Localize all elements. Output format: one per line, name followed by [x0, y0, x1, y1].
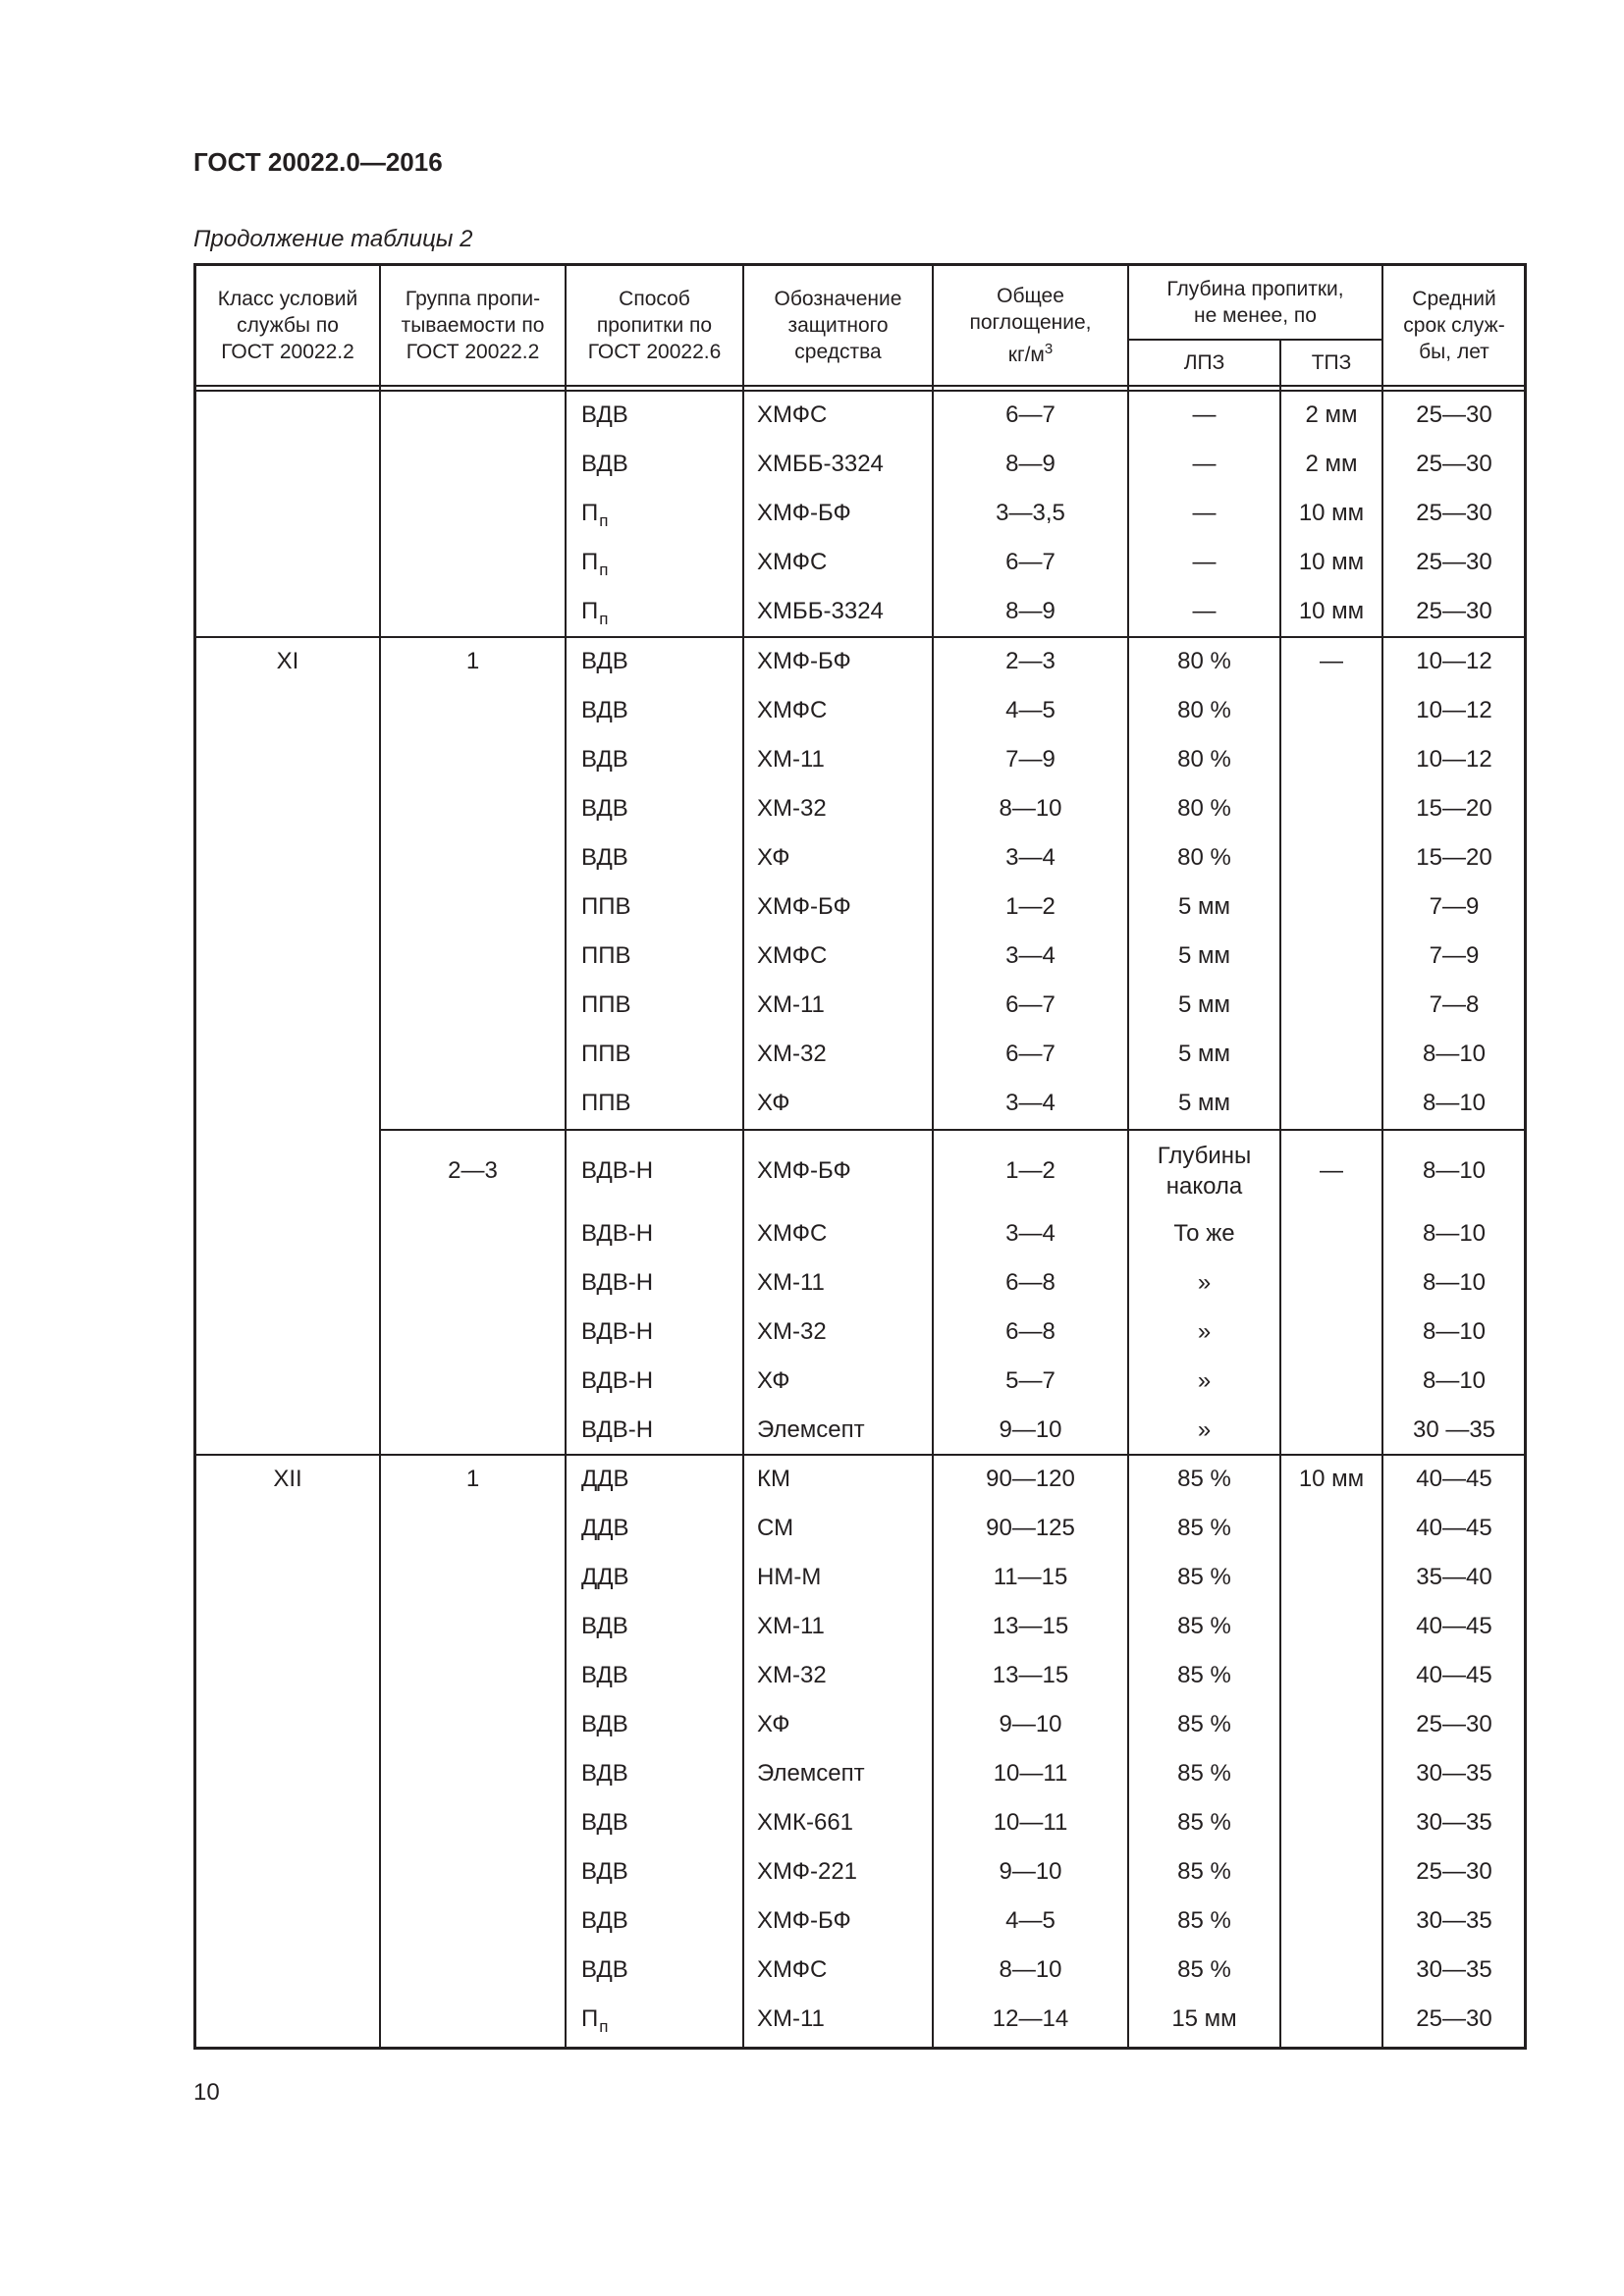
- header-service-life: Средний срок служ- бы, лет: [1403, 287, 1505, 363]
- lpz-cell: 85 %: [1177, 1809, 1231, 1836]
- service-life-cell: 8—10: [1422, 1041, 1487, 1067]
- service-life-cell: 8—10: [1422, 1157, 1487, 1184]
- header-depth: Глубина пропитки, не менее, по: [1166, 278, 1344, 327]
- service-life-cell: 30—35: [1416, 1760, 1492, 1787]
- service-class-cell: XII: [273, 1466, 302, 1492]
- absorption-cell: 8—10: [999, 795, 1062, 822]
- agent-cell: ХМФ-БФ: [757, 1157, 851, 1184]
- lpz-cell: 85 %: [1177, 1564, 1231, 1590]
- absorption-cell: 2—3: [1005, 648, 1056, 674]
- service-life-cell: 10—12: [1416, 697, 1492, 723]
- impregnability-group-cell: 1: [465, 648, 480, 674]
- method-cell: ДДВ: [581, 1466, 629, 1492]
- lpz-cell: 5 мм: [1177, 991, 1230, 1018]
- method-cell: ВДВ: [581, 1662, 628, 1688]
- agent-cell: ХМФ-221: [757, 1858, 858, 1885]
- agent-cell: ХМФС: [757, 401, 828, 428]
- agent-cell: ХМФС: [757, 697, 828, 723]
- method-cell: ППВ: [581, 1041, 631, 1067]
- lpz-cell: 85 %: [1177, 1515, 1231, 1541]
- method-subscript: п: [599, 610, 609, 628]
- page-number: 10: [193, 2079, 220, 2106]
- agent-cell: ХФ: [757, 844, 790, 871]
- service-life-cell: 7—9: [1429, 942, 1480, 969]
- method-cell: ВДВ: [581, 1711, 628, 1737]
- lpz-cell: 80 %: [1177, 697, 1231, 723]
- method-cell: ППВ: [581, 991, 631, 1018]
- absorption-cell: 4—5: [1005, 1907, 1056, 1934]
- service-life-cell: 40—45: [1416, 1662, 1492, 1688]
- column-divider: [565, 265, 567, 2048]
- header-service-class: Класс условий службы по ГОСТ 20022.2: [217, 287, 358, 363]
- lpz-cell: 85 %: [1177, 1956, 1231, 1983]
- service-life-cell: 8—10: [1422, 1269, 1487, 1296]
- absorption-cell: 90—125: [986, 1515, 1075, 1541]
- absorption-cell: 3—4: [1005, 1220, 1056, 1247]
- absorption-cell: 10—11: [993, 1809, 1068, 1836]
- method-cell: ВДВ: [581, 1809, 628, 1836]
- document-title: ГОСТ 20022.0—2016: [193, 147, 443, 177]
- service-life-cell: 35—40: [1416, 1564, 1492, 1590]
- method-cell: ВДВ-Н: [581, 1269, 654, 1296]
- absorption-cell: 3—3,5: [996, 500, 1065, 526]
- method-cell: [581, 489, 738, 538]
- method-cell: ППВ: [581, 1090, 631, 1116]
- agent-cell: ХФ: [757, 1711, 790, 1737]
- method-cell: ВДВ-Н: [581, 1220, 654, 1247]
- absorption-cell: 11—15: [993, 1564, 1068, 1590]
- agent-cell: КМ: [757, 1466, 790, 1492]
- header-separator: [195, 385, 1525, 387]
- service-life-cell: 25—30: [1416, 451, 1492, 477]
- tpz-cell: 10 мм: [1298, 1466, 1365, 1492]
- agent-cell: ХМ-11: [757, 991, 825, 1018]
- agent-cell: ХМФС: [757, 942, 828, 969]
- agent-cell: ХМФ-БФ: [757, 893, 851, 920]
- agent-cell: ХМ-11: [757, 1269, 825, 1296]
- lpz-cell: —: [1192, 598, 1217, 624]
- absorption-cell: 8—10: [999, 1956, 1062, 1983]
- service-life-cell: 40—45: [1416, 1515, 1492, 1541]
- absorption-cell: 9—10: [999, 1858, 1062, 1885]
- method-cell: ВДВ: [581, 1858, 628, 1885]
- agent-cell: ХМФ-БФ: [757, 500, 851, 526]
- tpz-cell: —: [1320, 1157, 1343, 1184]
- absorption-cell: 6—7: [1005, 991, 1056, 1018]
- absorption-cell: 13—15: [992, 1662, 1069, 1688]
- method-subscript: п: [599, 511, 609, 530]
- table-caption: Продолжение таблицы 2: [193, 226, 473, 252]
- tpz-cell: 10 мм: [1298, 500, 1365, 526]
- lpz-cell: 80 %: [1177, 844, 1231, 871]
- service-life-cell: 8—10: [1422, 1220, 1487, 1247]
- header-method: Способ пропитки по ГОСТ 20022.6: [587, 287, 722, 363]
- header-depth-tpz: ТПЗ: [1311, 351, 1352, 374]
- absorption-cell: 6—7: [1005, 401, 1056, 428]
- method-cell: ВДВ: [581, 451, 628, 477]
- header-impregnability-group: Группа пропи- тываемости по ГОСТ 20022.2: [401, 287, 545, 363]
- service-life-cell: 15—20: [1416, 844, 1492, 871]
- lpz-cell: —: [1192, 500, 1217, 526]
- agent-cell: ХМ-32: [757, 1318, 827, 1345]
- service-life-cell: 8—10: [1422, 1090, 1487, 1116]
- lpz-cell: 5 мм: [1177, 942, 1230, 969]
- lpz-cell: 80 %: [1177, 648, 1231, 674]
- service-life-cell: 10—12: [1416, 746, 1492, 773]
- method-cell: ВДВ: [581, 795, 628, 822]
- superscript: 3: [1044, 340, 1054, 357]
- tpz-cell: 2 мм: [1305, 401, 1358, 428]
- absorption-cell: 13—15: [992, 1613, 1069, 1639]
- method-cell: ППВ: [581, 942, 631, 969]
- lpz-cell: 85 %: [1177, 1907, 1231, 1934]
- group-divider: [380, 1129, 1525, 1131]
- absorption-cell: 9—10: [999, 1711, 1062, 1737]
- service-life-cell: 7—8: [1429, 991, 1480, 1018]
- lpz-cell: —: [1192, 549, 1217, 575]
- agent-cell: ХМ-32: [757, 1041, 827, 1067]
- service-life-cell: 8—10: [1422, 1318, 1487, 1345]
- method-symbol: П: [581, 2005, 599, 2032]
- lpz-cell: 15 мм: [1171, 2005, 1237, 2032]
- method-cell: ВДВ: [581, 1907, 628, 1934]
- absorption-cell: 6—7: [1005, 549, 1056, 575]
- service-life-cell: 25—30: [1416, 401, 1492, 428]
- absorption-cell: 8—9: [1005, 598, 1056, 624]
- absorption-cell: 12—14: [992, 2005, 1069, 2032]
- method-cell: ППВ: [581, 893, 631, 920]
- method-cell: ВДВ: [581, 1613, 628, 1639]
- lpz-cell: То же: [1173, 1220, 1235, 1247]
- lpz-cell: —: [1192, 451, 1217, 477]
- absorption-cell: 5—7: [1005, 1367, 1056, 1394]
- lpz-cell: »: [1197, 1416, 1212, 1443]
- agent-cell: ХМФ-БФ: [757, 648, 851, 674]
- absorption-cell: 7—9: [1005, 746, 1056, 773]
- lpz-cell: Глубины накола: [1157, 1143, 1252, 1200]
- method-cell: ВДВ-Н: [581, 1157, 654, 1184]
- service-life-cell: 7—9: [1429, 893, 1480, 920]
- lpz-cell: »: [1197, 1367, 1212, 1394]
- service-life-cell: 30—35: [1416, 1956, 1492, 1983]
- agent-cell: НМ-М: [757, 1564, 822, 1590]
- agent-cell: ХМ-11: [757, 2005, 825, 2032]
- impregnability-group-cell: 1: [465, 1466, 480, 1492]
- impregnability-group-cell: 2—3: [448, 1157, 498, 1184]
- service-life-cell: 25—30: [1416, 500, 1492, 526]
- agent-cell: ХМФС: [757, 1956, 828, 1983]
- method-subscript: п: [599, 561, 609, 579]
- service-life-cell: 40—45: [1416, 1613, 1492, 1639]
- tpz-cell: 10 мм: [1298, 549, 1365, 575]
- agent-cell: Элемсепт: [757, 1416, 865, 1443]
- absorption-cell: 6—8: [1005, 1318, 1056, 1345]
- absorption-cell: 10—11: [993, 1760, 1068, 1787]
- agent-cell: Элемсепт: [757, 1760, 865, 1787]
- method-cell: ВДВ: [581, 697, 628, 723]
- absorption-cell: 6—7: [1005, 1041, 1056, 1067]
- method-cell: ВДВ-Н: [581, 1367, 654, 1394]
- method-cell: [581, 1995, 738, 2044]
- absorption-cell: 1—2: [1005, 893, 1056, 920]
- absorption-cell: 1—2: [1005, 1157, 1056, 1184]
- lpz-cell: 5 мм: [1177, 893, 1230, 920]
- absorption-cell: 3—4: [1005, 844, 1056, 871]
- service-life-cell: 10—12: [1416, 648, 1492, 674]
- lpz-cell: 85 %: [1177, 1711, 1231, 1737]
- service-life-cell: 25—30: [1416, 2005, 1492, 2032]
- lpz-cell: 5 мм: [1177, 1090, 1230, 1116]
- lpz-cell: »: [1197, 1269, 1212, 1296]
- method-symbol: П: [581, 598, 599, 624]
- agent-cell: ХМФ-БФ: [757, 1907, 851, 1934]
- header-absorption: Общее поглощение, $кг/м^3$: [969, 284, 1092, 366]
- column-divider: [742, 265, 744, 2048]
- service-life-cell: 40—45: [1416, 1466, 1492, 1492]
- lpz-cell: 5 мм: [1177, 1041, 1230, 1067]
- service-life-cell: 25—30: [1416, 549, 1492, 575]
- agent-cell: ХМББ-3324: [757, 598, 884, 624]
- service-life-cell: 8—10: [1422, 1367, 1487, 1394]
- agent-cell: ХМК-661: [757, 1809, 854, 1836]
- method-cell: [581, 587, 738, 636]
- tpz-cell: 2 мм: [1305, 451, 1358, 477]
- lpz-cell: 85 %: [1177, 1613, 1231, 1639]
- agent-cell: ХМФС: [757, 1220, 828, 1247]
- method-cell: ВДВ-Н: [581, 1416, 654, 1443]
- absorption-cell: 3—4: [1005, 942, 1056, 969]
- service-life-cell: 30 —35: [1412, 1416, 1496, 1443]
- method-cell: ВДВ: [581, 1760, 628, 1787]
- lpz-cell: 80 %: [1177, 746, 1231, 773]
- method-cell: ВДВ: [581, 648, 628, 674]
- method-cell: ВДВ: [581, 401, 628, 428]
- method-cell: ВДВ: [581, 746, 628, 773]
- service-life-cell: 25—30: [1416, 1858, 1492, 1885]
- lpz-cell: 85 %: [1177, 1466, 1231, 1492]
- lpz-cell: »: [1197, 1318, 1212, 1345]
- service-life-cell: 30—35: [1416, 1809, 1492, 1836]
- header-agent: Обозначение защитного средства: [774, 287, 902, 363]
- agent-cell: СМ: [757, 1515, 794, 1541]
- tpz-cell: —: [1320, 648, 1343, 674]
- agent-cell: ХФ: [757, 1367, 790, 1394]
- agent-cell: ХМ-11: [757, 1613, 825, 1639]
- service-life-cell: 15—20: [1416, 795, 1492, 822]
- lpz-cell: 80 %: [1177, 795, 1231, 822]
- lpz-cell: 85 %: [1177, 1760, 1231, 1787]
- method-symbol: П: [581, 549, 599, 575]
- agent-cell: ХМ-11: [757, 746, 825, 773]
- method-cell: [581, 538, 738, 587]
- agent-cell: ХМ-32: [757, 1662, 827, 1688]
- header-depth-lpz: ЛПЗ: [1183, 351, 1225, 374]
- method-cell: ДДВ: [581, 1515, 629, 1541]
- agent-cell: ХМББ-3324: [757, 451, 884, 477]
- lpz-cell: —: [1192, 401, 1217, 428]
- lpz-cell: 85 %: [1177, 1662, 1231, 1688]
- lpz-cell: 85 %: [1177, 1858, 1231, 1885]
- agent-cell: ХМФС: [757, 549, 828, 575]
- service-life-cell: 25—30: [1416, 1711, 1492, 1737]
- absorption-cell: 3—4: [1005, 1090, 1056, 1116]
- absorption-cell: 9—10: [999, 1416, 1062, 1443]
- tpz-cell: 10 мм: [1298, 598, 1365, 624]
- method-symbol: П: [581, 500, 599, 526]
- absorption-cell: 90—120: [986, 1466, 1075, 1492]
- method-cell: ВДВ: [581, 844, 628, 871]
- agent-cell: ХФ: [757, 1090, 790, 1116]
- method-cell: ВДВ-Н: [581, 1318, 654, 1345]
- service-life-cell: 30—35: [1416, 1907, 1492, 1934]
- service-class-cell: XI: [276, 648, 299, 674]
- agent-cell: ХМ-32: [757, 795, 827, 822]
- method-cell: ВДВ: [581, 1956, 628, 1983]
- absorption-cell: 6—8: [1005, 1269, 1056, 1296]
- absorption-cell: 4—5: [1005, 697, 1056, 723]
- absorption-cell: 8—9: [1005, 451, 1056, 477]
- method-subscript: п: [599, 2017, 609, 2036]
- service-life-cell: 25—30: [1416, 598, 1492, 624]
- method-cell: ДДВ: [581, 1564, 629, 1590]
